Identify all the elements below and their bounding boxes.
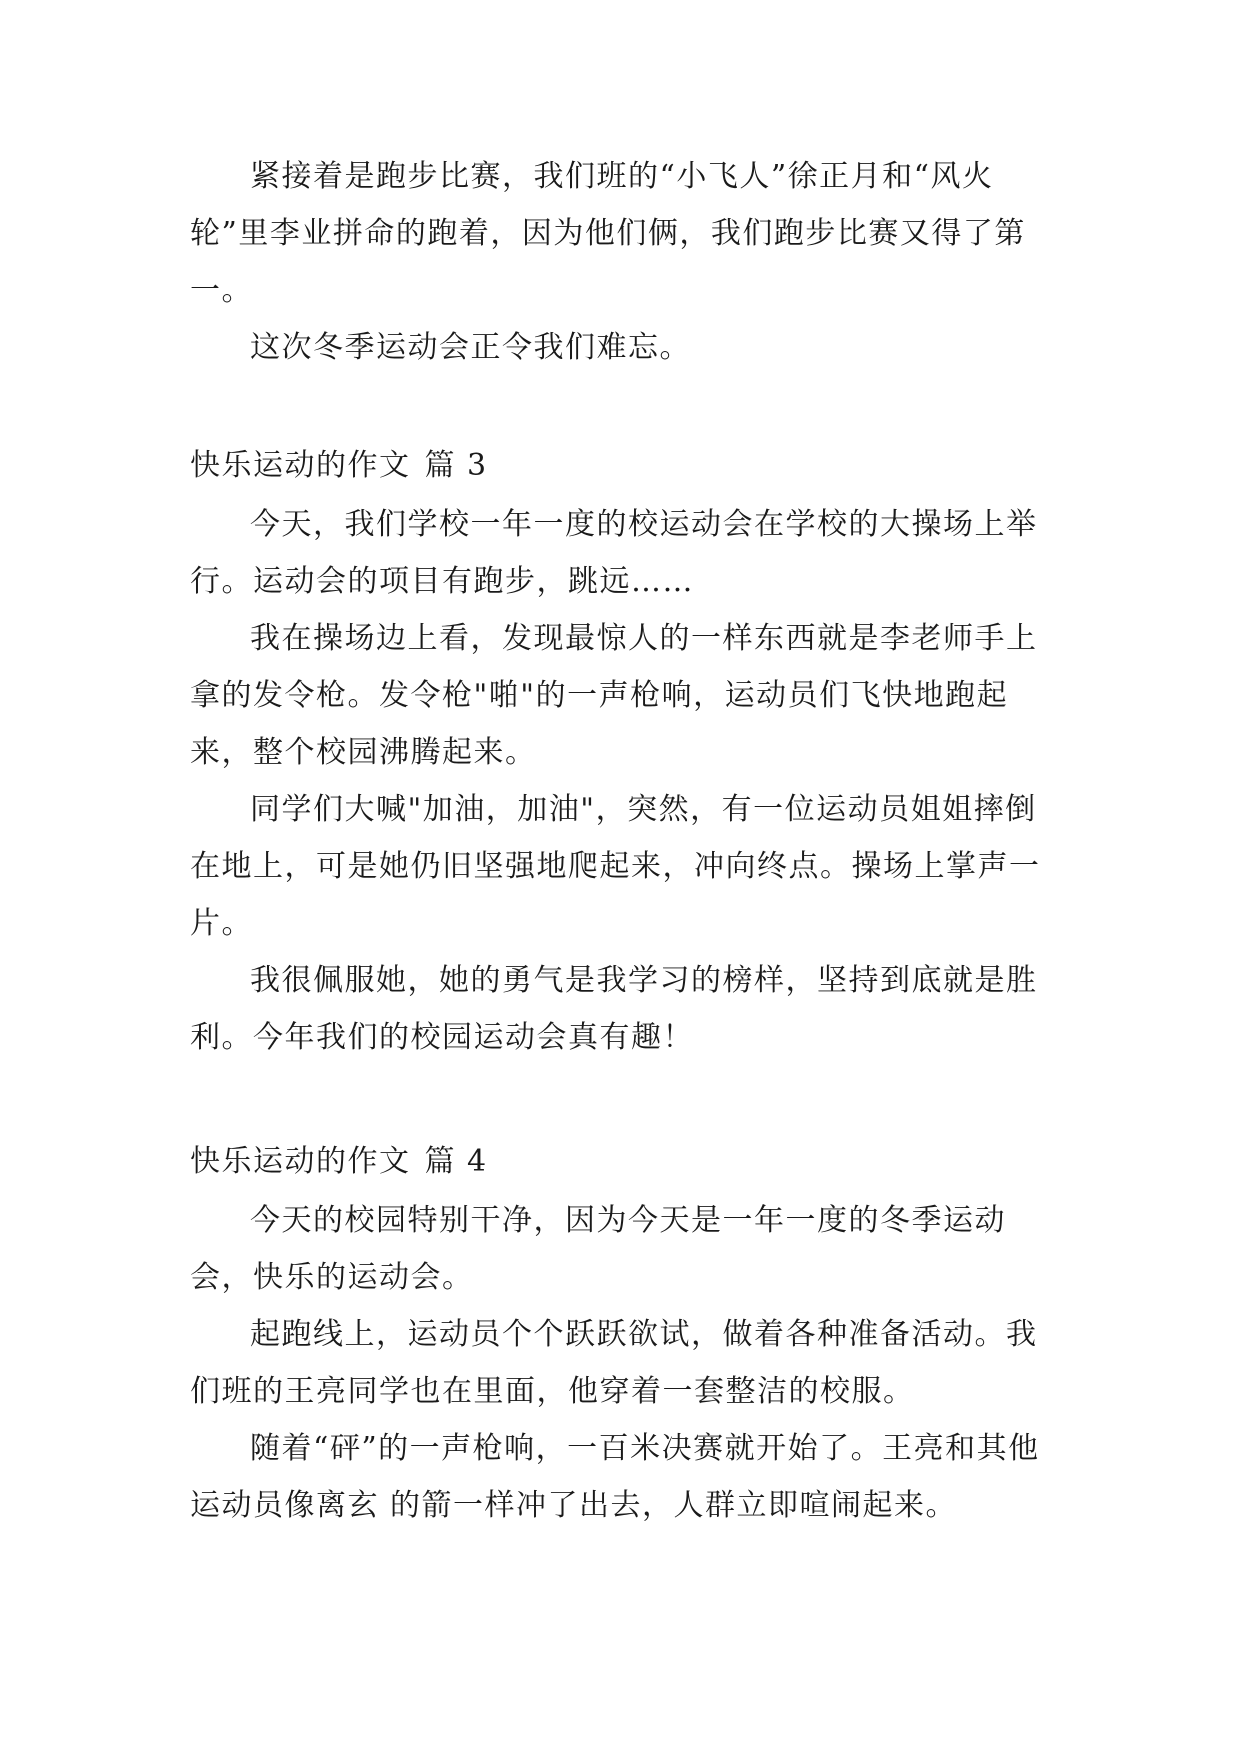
section-top-body [190, 148, 1052, 376]
paragraph: 随着“砰”的一声枪响，一百米决赛就开始了。王亮和其他运动员像离玄 的箭一样冲了出去，人群立即喧闹起来。 [190, 1431, 1040, 1523]
section-3-number: 篇 3 [424, 448, 488, 483]
section-3-heading [190, 446, 488, 486]
section-4-body [190, 1192, 1052, 1534]
paragraph: 起跑线上，运动员个个跃跃欲试，做着各种准备活动。我们班的王亮同学也在里面，他穿着一套整洁的校服。 [190, 1317, 1038, 1409]
section-4-title: 快乐运动的作文 [190, 1144, 411, 1179]
paragraph: 同学们大喊"加油，加油"，突然，有一位运动员姐姐摔倒在地上，可是她仍旧坚强地爬起来，冲向终点。操场上掌声一片。 [190, 792, 1041, 941]
paragraph: 今天，我们学校一年一度的校运动会在学校的大操场上举行。运动会的项目有跑步，跳远…… [190, 507, 1038, 599]
paragraph: 紧接着是跑步比赛，我们班的“小飞人”徐正月和“风火轮”里李业拼命的跑着，因为他们俩，我们跑步比赛又得了第一。 [190, 159, 1026, 308]
section-3-body [190, 496, 1052, 1066]
paragraph: 这次冬季运动会正令我们难忘。 [250, 330, 691, 365]
section-4-number: 篇 4 [424, 1144, 488, 1179]
paragraph: 我很佩服她，她的勇气是我学习的榜样，坚持到底就是胜利。今年我们的校园运动会真有趣！ [190, 963, 1038, 1055]
paragraph: 我在操场边上看，发现最惊人的一样东西就是李老师手上拿的发令枪。发令枪"啪"的一声枪响，运动员们飞快地跑起来，整个校园沸腾起来。 [190, 621, 1038, 770]
section-4-heading [190, 1142, 488, 1182]
paragraph: 今天的校园特别干净，因为今天是一年一度的冬季运动会，快乐的运动会。 [190, 1203, 1006, 1295]
section-3-title: 快乐运动的作文 [190, 448, 411, 483]
